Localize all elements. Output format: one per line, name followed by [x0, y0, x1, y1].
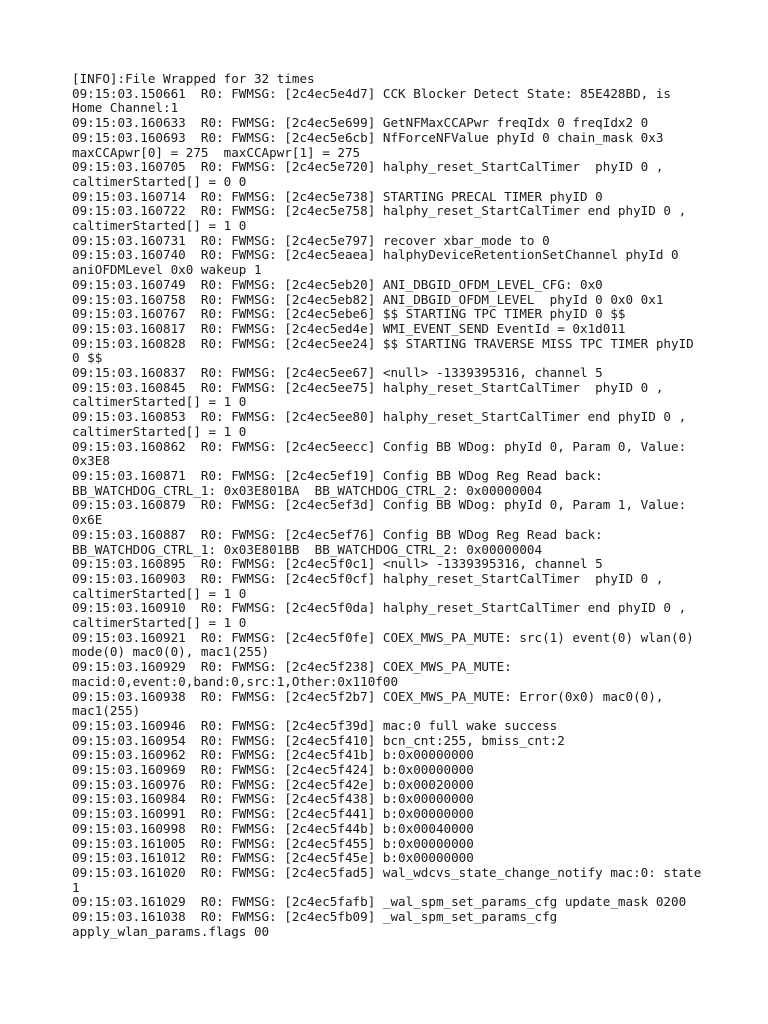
log-line: caltimerStarted[] = 1 0: [72, 585, 247, 601]
log-line: 09:15:03.160969 R0: FWMSG: [2c4ec5f424] b:0x00000000: [72, 762, 474, 778]
log-line: 09:15:03.160921 R0: FWMSG: [2c4ec5f0fe] COEX_MWS_PA_MUTE: src(1) event(0) wlan(0): [72, 629, 694, 645]
log-line: 09:15:03.160705 R0: FWMSG: [2c4ec5e720] halphy_reset_StartCalTimer phyID 0 ,: [72, 159, 664, 175]
log-line: 09:15:03.160938 R0: FWMSG: [2c4ec5f2b7] COEX_MWS_PA_MUTE: Error(0x0) mac0(0),: [72, 688, 664, 704]
log-line: mac1(255): [72, 703, 141, 719]
log-line: 09:15:03.160817 R0: FWMSG: [2c4ec5ed4e] WMI_EVENT_SEND EventId = 0x1d011: [72, 320, 626, 336]
log-line: 09:15:03.160731 R0: FWMSG: [2c4ec5e797] recover xbar_mode to 0: [72, 232, 550, 248]
log-document: [72, 72, 712, 939]
log-line: 09:15:03.160740 R0: FWMSG: [2c4ec5eaea] halphyDeviceRetentionSetChannel phyId 0: [72, 247, 679, 263]
log-line: 09:15:03.161020 R0: FWMSG: [2c4ec5fad5] wal_wdcvs_state_change_notify mac:0: state: [72, 864, 702, 880]
log-line: 09:15:03.160976 R0: FWMSG: [2c4ec5f42e] b:0x00020000: [72, 776, 474, 792]
log-line: BB_WATCHDOG_CTRL_1: 0x03E801BA BB_WATCHDOG_CTRL_2: 0x00000004: [72, 482, 543, 498]
log-line: 09:15:03.160895 R0: FWMSG: [2c4ec5f0c1] <null> -1339395316, channel 5: [72, 556, 603, 572]
log-line: 0 $$: [72, 350, 103, 366]
log-line: aniOFDMLevel 0x0 wakeup 1: [72, 262, 262, 278]
log-line: caltimerStarted[] = 1 0: [72, 615, 247, 631]
log-line: 09:15:03.160862 R0: FWMSG: [2c4ec5eecc] Config BB WDog: phyId 0, Param 0, Value:: [72, 438, 687, 454]
log-line: 09:15:03.160879 R0: FWMSG: [2c4ec5ef3d] Config BB WDog: phyId 0, Param 1, Value:: [72, 497, 687, 513]
log-line: 09:15:03.160946 R0: FWMSG: [2c4ec5f39d] mac:0 full wake success: [72, 717, 558, 733]
log-line: 09:15:03.160828 R0: FWMSG: [2c4ec5ee24] $$ STARTING TRAVERSE MISS TPC TIMER phyID: [72, 335, 694, 351]
log-line: 09:15:03.160954 R0: FWMSG: [2c4ec5f410] bcn_cnt:255, bmiss_cnt:2: [72, 732, 565, 748]
log-line: 0x3E8: [72, 453, 110, 469]
log-line: 09:15:03.161029 R0: FWMSG: [2c4ec5fafb] _wal_spm_set_params_cfg update_mask 0200: [72, 894, 687, 910]
log-line: 09:15:03.161038 R0: FWMSG: [2c4ec5fb09] _wal_spm_set_params_cfg: [72, 909, 558, 925]
log-line: 09:15:03.160749 R0: FWMSG: [2c4ec5eb20] ANI_DBGID_OFDM_LEVEL_CFG: 0x0: [72, 276, 603, 292]
log-line: 09:15:03.161012 R0: FWMSG: [2c4ec5f45e] b:0x00000000: [72, 850, 474, 866]
log-line: Home Channel:1: [72, 100, 179, 116]
log-line: 09:15:03.160837 R0: FWMSG: [2c4ec5ee67] <null> -1339395316, channel 5: [72, 365, 603, 381]
log-line: macid:0,event:0,band:0,src:1,Other:0x110f00: [72, 673, 399, 689]
log-line: 09:15:03.160693 R0: FWMSG: [2c4ec5e6cb] NfForceNFValue phyId 0 chain_mask 0x3: [72, 129, 664, 145]
log-line: apply_wlan_params.flags 00: [72, 923, 270, 939]
log-line: 0x6E: [72, 512, 103, 528]
log-line: 1: [72, 879, 80, 895]
log-line: 09:15:03.150661 R0: FWMSG: [2c4ec5e4d7] CCK Blocker Detect State: 85E428BD, is: [72, 85, 671, 101]
log-line: 09:15:03.160991 R0: FWMSG: [2c4ec5f441] b:0x00000000: [72, 806, 474, 822]
log-line: caltimerStarted[] = 1 0: [72, 423, 247, 439]
log-line: 09:15:03.160998 R0: FWMSG: [2c4ec5f44b] b:0x00040000: [72, 820, 474, 836]
log-line: [INFO]:File Wrapped for 32 times: [72, 71, 315, 86]
log-line: 09:15:03.160853 R0: FWMSG: [2c4ec5ee80] halphy_reset_StartCalTimer end phyID 0 ,: [72, 409, 687, 425]
log-line: 09:15:03.160903 R0: FWMSG: [2c4ec5f0cf] halphy_reset_StartCalTimer phyID 0 ,: [72, 570, 664, 586]
log-line: 09:15:03.160714 R0: FWMSG: [2c4ec5e738] STARTING PRECAL TIMER phyID 0: [72, 188, 603, 204]
log-line: 09:15:03.160887 R0: FWMSG: [2c4ec5ef76] Config BB WDog Reg Read back:: [72, 526, 603, 542]
log-line: 09:15:03.160871 R0: FWMSG: [2c4ec5ef19] Config BB WDog Reg Read back:: [72, 467, 603, 483]
log-line: caltimerStarted[] = 1 0: [72, 394, 247, 410]
log-line: caltimerStarted[] = 1 0: [72, 218, 247, 234]
log-line: 09:15:03.160845 R0: FWMSG: [2c4ec5ee75] halphy_reset_StartCalTimer phyID 0 ,: [72, 379, 664, 395]
log-line: mode(0) mac0(0), mac1(255): [72, 644, 270, 660]
log-line: BB_WATCHDOG_CTRL_1: 0x03E801BB BB_WATCHDOG_CTRL_2: 0x00000004: [72, 541, 543, 557]
log-line: 09:15:03.161005 R0: FWMSG: [2c4ec5f455] b:0x00000000: [72, 835, 474, 851]
log-body: [72, 72, 712, 939]
log-line: caltimerStarted[] = 0 0: [72, 173, 247, 189]
log-line: maxCCApwr[0] = 275 maxCCApwr[1] = 275: [72, 144, 361, 160]
log-line: 09:15:03.160984 R0: FWMSG: [2c4ec5f438] b:0x00000000: [72, 791, 474, 807]
log-line: 09:15:03.160962 R0: FWMSG: [2c4ec5f41b] b:0x00000000: [72, 747, 474, 763]
log-line: 09:15:03.160722 R0: FWMSG: [2c4ec5e758] halphy_reset_StartCalTimer end phyID 0 ,: [72, 203, 687, 219]
log-line: 09:15:03.160929 R0: FWMSG: [2c4ec5f238] COEX_MWS_PA_MUTE:: [72, 659, 512, 675]
log-line: 09:15:03.160767 R0: FWMSG: [2c4ec5ebe6] $$ STARTING TPC TIMER phyID 0 $$: [72, 306, 626, 322]
log-line: 09:15:03.160910 R0: FWMSG: [2c4ec5f0da] halphy_reset_StartCalTimer end phyID 0 ,: [72, 600, 687, 616]
log-line: 09:15:03.160633 R0: FWMSG: [2c4ec5e699] GetNFMaxCCAPwr freqIdx 0 freqIdx2 0: [72, 115, 649, 131]
log-line: 09:15:03.160758 R0: FWMSG: [2c4ec5eb82] ANI_DBGID_OFDM_LEVEL phyId 0 0x0 0x1: [72, 291, 664, 307]
